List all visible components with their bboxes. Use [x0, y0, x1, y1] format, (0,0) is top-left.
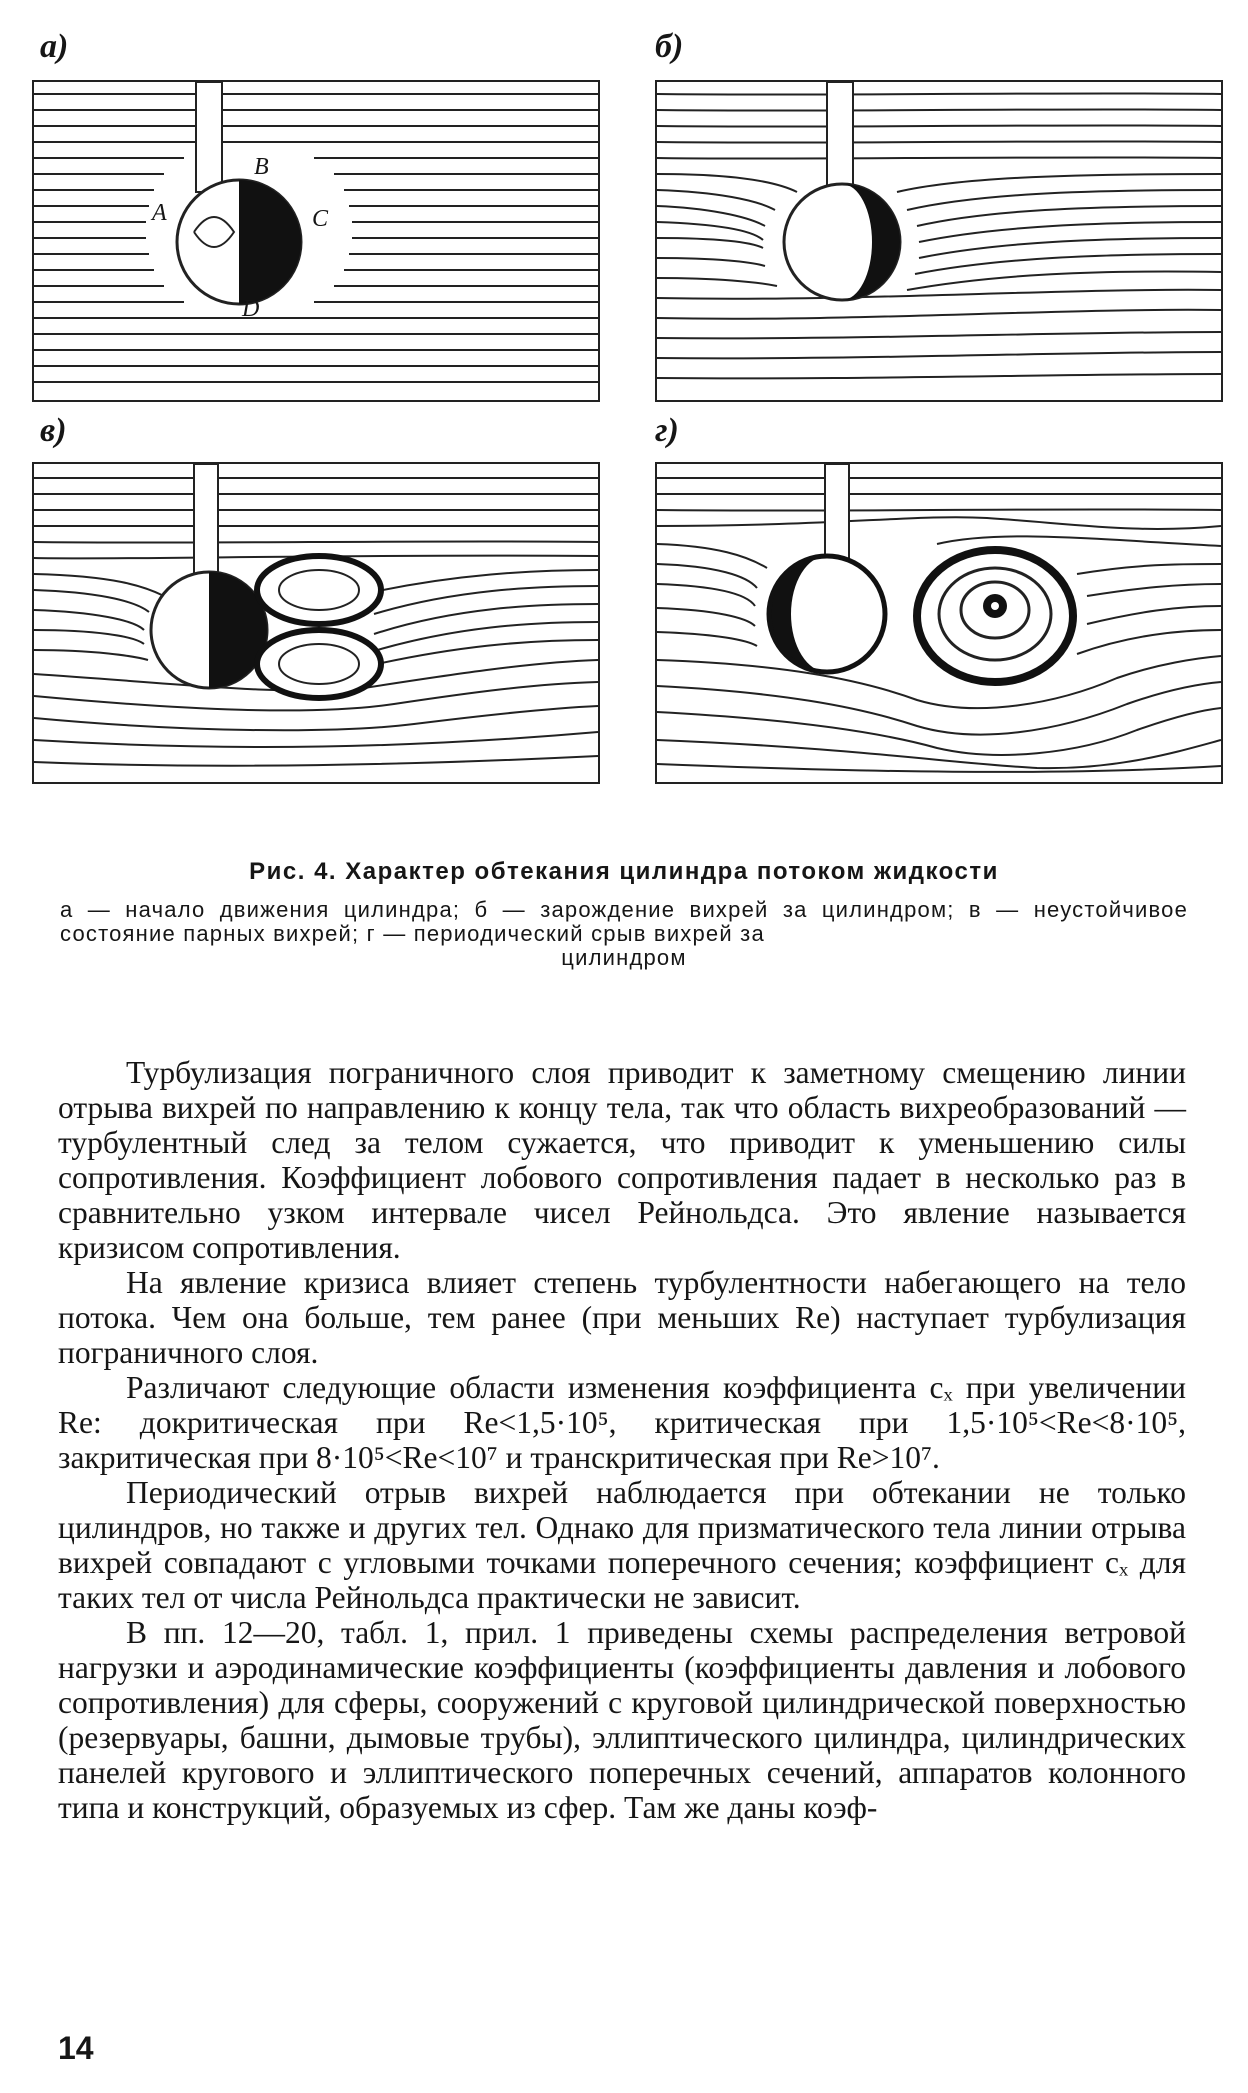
flow-panel-g	[655, 462, 1223, 784]
figure-caption	[60, 898, 1188, 970]
panel-label-b: б)	[655, 28, 684, 65]
flow-panel-v	[32, 462, 600, 784]
paragraph-4: Периодический отрыв вихрей наблюдается при обтекании не только цилиндров, но также и других тел. Однако для призматического тела линии отрыва вихрей совпадают с угловыми точками поперечного сечения; коэффициент cₓ для таких тел от числа Рейнольдса практически не зависит.	[58, 1475, 1186, 1615]
page-number: 14	[58, 2030, 94, 2066]
paragraph-2: На явление кризиса влияет степень турбулентности набегающего на тело потока. Чем она больше, тем ранее (при меньших Re) наступает турбулизация пограничного слоя.	[58, 1265, 1186, 1370]
body-text	[58, 1055, 1186, 1825]
point-b: B	[254, 154, 269, 180]
panel-label-v: в)	[40, 412, 67, 449]
point-a: A	[152, 200, 167, 226]
paragraph-3: Различают следующие области изменения коэффициента cₓ при увеличении Re: докритическая при Re<1,5·10⁵, критическая при 1,5·10⁵<Re<8·10⁵, закритическая при 8·10⁵<Re<10⁷ и транскритическая при Re>10⁷.	[58, 1370, 1186, 1475]
figure-caption-main: а — начало движения цилиндра; б — зарождение вихрей за цилиндром; в — неустойчивое состояние парных вихрей; г — периодический срыв вихрей за	[60, 897, 1188, 946]
flow-panel-b	[655, 80, 1223, 402]
point-d: D	[242, 296, 260, 322]
paragraph-1: Турбулизация пограничного слоя приводит к заметному смещению линии отрыва вихрей по направлению к концу тела, так что область вихреобразований — турбулентный след за телом сужается, что приводит к уменьшению силы сопротивления. Коэффициент лобового сопротивления падает в несколько раз в сравнительно узком интервале чисел Рейнольдса. Это явление называется кризисом сопротивления.	[58, 1055, 1186, 1265]
paragraph-5: В пп. 12—20, табл. 1, прил. 1 приведены схемы распределения ветровой нагрузки и аэродинамические коэффициенты (коэффициенты давления и лобового сопротивления) для сферы, сооружений с круговой цилиндрической поверхностью (резервуары, башни, дымовые трубы), эллиптического цилиндра, цилиндрических панелей кругового и эллиптического поперечных сечений, аппаратов колонного типа и конструкций, образуемых из сфер. Там же даны коэф-	[58, 1615, 1186, 1825]
flow-panel-a	[32, 80, 600, 402]
panel-label-a: а)	[40, 28, 69, 65]
panel-label-g: г)	[655, 412, 679, 449]
point-c: C	[312, 206, 329, 232]
figure-caption-end: цилиндром	[561, 945, 687, 970]
figure-caption-title: Рис. 4. Характер обтекания цилиндра потоком жидкости	[249, 858, 999, 885]
